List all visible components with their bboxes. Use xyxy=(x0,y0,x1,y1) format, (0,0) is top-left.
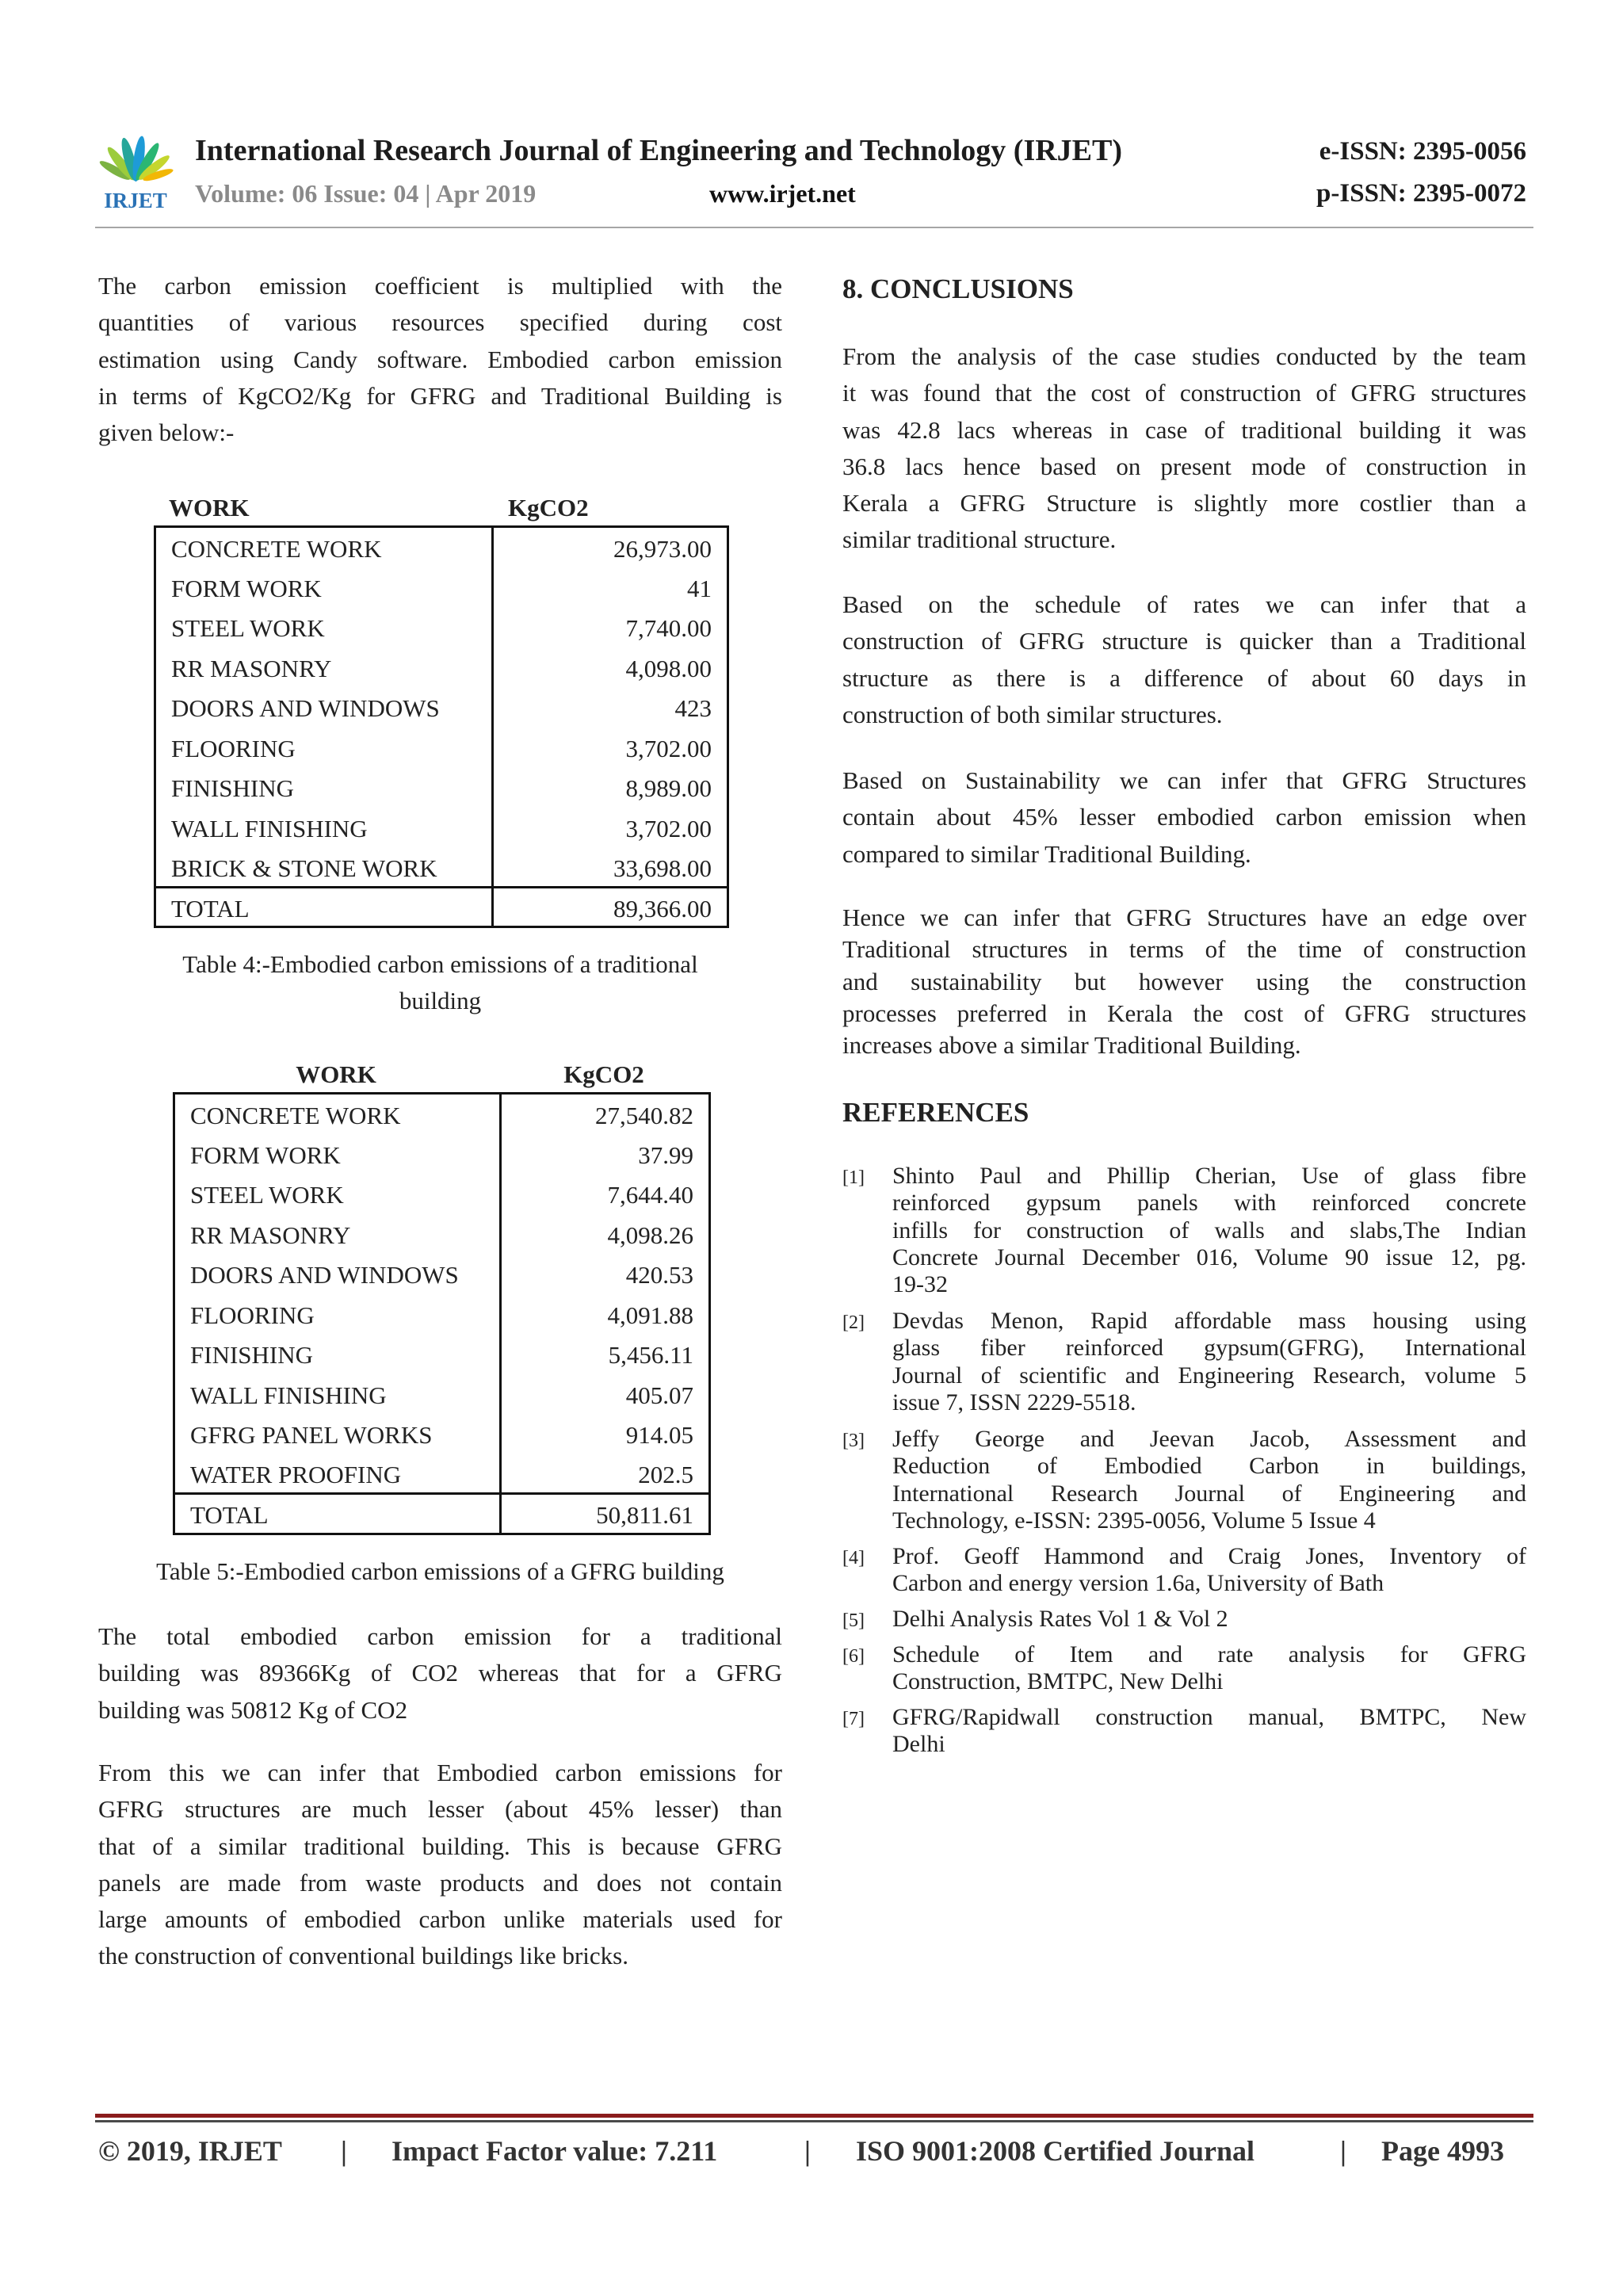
total-emission-paragraph xyxy=(98,1618,782,1729)
footer-rule-dark xyxy=(95,2120,1533,2122)
reference-text xyxy=(892,1308,1526,1416)
footer-rule-red xyxy=(95,2114,1533,2118)
paragraph-line: in terms of KgCO2/Kg for GFRG and Traditional Building is xyxy=(98,381,782,410)
reference-line: Delhi xyxy=(892,1731,945,1758)
column-header-kgco2: KgCO2 xyxy=(508,494,589,521)
paragraph-line: contain about 45% lesser embodied carbon emission when xyxy=(842,803,1526,831)
table-row xyxy=(155,847,728,888)
paragraph-line: processes preferred in Kerala the cost of GFRG structures xyxy=(842,999,1526,1027)
reference-item xyxy=(842,1426,1526,1534)
work-cell: BRICK & STONE WORK xyxy=(155,847,493,888)
paragraph-line: it was found that the cost of construction of GFRG structures xyxy=(842,379,1526,407)
reference-line: issue 7, ISSN 2229-5518. xyxy=(892,1389,1136,1415)
paragraph-line: The total embodied carbon emission for a traditional xyxy=(98,1622,782,1650)
table-4 xyxy=(154,525,729,928)
reference-line: glass fiber reinforced gypsum(GFRG), International xyxy=(892,1335,1526,1362)
paragraph-line: large amounts of embodied carbon unlike materials used for xyxy=(98,1905,782,1934)
paragraph-line: and sustainability but however using the construction xyxy=(842,967,1526,995)
table-row xyxy=(155,727,728,767)
paragraph-line: 36.8 lacs hence based on present mode of construction in xyxy=(842,452,1526,480)
reference-number: [7] xyxy=(842,1709,865,1729)
work-cell: DOORS AND WINDOWS xyxy=(155,687,493,728)
table-row xyxy=(174,1454,710,1494)
reference-number: [4] xyxy=(842,1548,865,1568)
footer-copyright: © 2019, IRJET xyxy=(98,2135,282,2167)
paragraph-line: panels are made from waste products and does not contain xyxy=(98,1868,782,1897)
work-cell: FLOORING xyxy=(174,1293,501,1334)
reference-item xyxy=(842,1704,1526,1759)
logo-leaves xyxy=(97,136,174,183)
conclusions-heading: 8. CONCLUSIONS xyxy=(842,273,1074,304)
paragraph-line: similar traditional structure. xyxy=(842,525,1117,554)
conclusion-paragraph-3 xyxy=(842,762,1526,873)
footer-separator: | xyxy=(804,2135,811,2167)
reference-line: Jeffy George and Jeevan Jacob, Assessment and xyxy=(892,1426,1526,1452)
paragraph-line: Hence we can infer that GFRG Structures have an edge over xyxy=(842,904,1526,931)
reference-line: Schedule of Item and rate analysis for GFRG xyxy=(892,1641,1526,1668)
website: www.irjet.net xyxy=(709,179,856,208)
logo-wordmark: IRJET xyxy=(104,189,167,212)
kgco2-cell: 405.07 xyxy=(625,1381,693,1409)
paragraph-line: GFRG structures are much lesser (about 45% lesser) than xyxy=(98,1795,782,1824)
paragraph-line: given below:- xyxy=(98,418,235,447)
paragraph-line: quantities of various resources specified during cost xyxy=(98,308,782,337)
work-cell: RR MASONRY xyxy=(174,1213,501,1254)
reference-line: infills for construction of walls and slabs,The Indian xyxy=(892,1217,1526,1244)
reference-line: Devdas Menon, Rapid affordable mass housing using xyxy=(892,1308,1526,1334)
kgco2-cell: 420.53 xyxy=(625,1261,693,1289)
kgco2-cell: 4,091.88 xyxy=(607,1301,693,1329)
header-rule xyxy=(95,227,1533,228)
table-row xyxy=(174,1293,710,1334)
reference-line: Construction, BMTPC, New Delhi xyxy=(892,1668,1224,1695)
reference-text xyxy=(892,1163,1526,1298)
reference-number: [6] xyxy=(842,1646,865,1667)
kgco2-cell: 4,098.26 xyxy=(607,1221,693,1249)
total-row xyxy=(174,1494,710,1534)
reference-item xyxy=(842,1606,1526,1633)
reference-line: 19-32 xyxy=(892,1271,948,1298)
kgco2-cell: 914.05 xyxy=(625,1421,693,1450)
reference-number: [1] xyxy=(842,1167,865,1188)
e-issn: e-ISSN: 2395-0056 xyxy=(1319,137,1526,166)
paragraph-line: construction of GFRG structure is quicker than a Traditional xyxy=(842,627,1526,655)
work-cell: FINISHING xyxy=(174,1334,501,1374)
paragraph-line: The carbon emission coefficient is multiplied with the xyxy=(98,272,782,300)
reference-number: [5] xyxy=(842,1610,865,1631)
table-row xyxy=(155,567,728,607)
paragraph-line: From the analysis of the case studies conducted by the team xyxy=(842,342,1526,370)
work-cell: STEEL WORK xyxy=(174,1174,501,1214)
kgco2-cell: 27,540.82 xyxy=(595,1102,693,1129)
kgco2-cell: 3,702.00 xyxy=(625,734,712,762)
paragraph-line: increases above a similar Traditional Building. xyxy=(842,1031,1301,1060)
table-5 xyxy=(173,1092,711,1535)
reference-item xyxy=(842,1543,1526,1598)
reference-text xyxy=(892,1641,1526,1696)
table-5-header xyxy=(173,1057,708,1092)
kgco2-cell: 50,811.61 xyxy=(501,1494,710,1534)
column-header-work: WORK xyxy=(169,494,250,521)
paragraph-line: Kerala a GFRG Structure is slightly more costlier than a xyxy=(842,489,1526,518)
kgco2-cell: 423 xyxy=(674,694,712,723)
reference-item xyxy=(842,1641,1526,1696)
table-row xyxy=(155,527,728,567)
conclusion-paragraph-2 xyxy=(842,586,1526,733)
table-4-caption xyxy=(98,946,782,1019)
kgco2-cell: 33,698.00 xyxy=(613,854,712,882)
footer-separator: | xyxy=(341,2135,347,2167)
table-5-caption xyxy=(98,1553,782,1590)
reference-line: International Research Journal of Engineering and xyxy=(892,1480,1526,1507)
column-header-work: WORK xyxy=(296,1060,376,1088)
kgco2-cell: 41 xyxy=(687,574,712,602)
table-row xyxy=(155,807,728,847)
irjet-logo xyxy=(95,117,176,212)
kgco2-cell: 7,740.00 xyxy=(625,614,712,643)
kgco2-cell: 26,973.00 xyxy=(613,535,712,563)
table-row xyxy=(174,1213,710,1254)
volume-issue: Volume: 06 Issue: 04 | Apr 2019 xyxy=(195,179,537,208)
table-row xyxy=(155,687,728,728)
paragraph-line: construction of both similar structures. xyxy=(842,700,1223,728)
work-cell: CONCRETE WORK xyxy=(174,1094,501,1134)
work-cell: FINISHING xyxy=(155,767,493,808)
reference-line: Journal of scientific and Engineering Research, volume 5 xyxy=(892,1362,1526,1389)
table-4-header xyxy=(154,491,727,525)
table-row xyxy=(174,1334,710,1374)
kgco2-cell: 7,644.40 xyxy=(607,1181,693,1209)
table-row xyxy=(155,607,728,648)
paragraph-line: Based on Sustainability we can infer that GFRG Structures xyxy=(842,766,1526,794)
paragraph-line: Traditional structures in terms of the time of construction xyxy=(842,935,1526,964)
footer-certification: ISO 9001:2008 Certified Journal xyxy=(856,2135,1254,2167)
p-issn: p-ISSN: 2395-0072 xyxy=(1316,179,1526,208)
paragraph-line: Based on the schedule of rates we can infer that a xyxy=(842,590,1526,618)
reference-line: Reduction of Embodied Carbon in buildings, xyxy=(892,1453,1526,1480)
reference-line: Technology, e-ISSN: 2395-0056, Volume 5 Issue 4 xyxy=(892,1507,1376,1534)
intro-paragraph xyxy=(98,268,782,451)
kgco2-cell: 5,456.11 xyxy=(608,1341,693,1370)
work-cell: RR MASONRY xyxy=(155,647,493,687)
reference-line: Carbon and energy version 1.6a, University of Bath xyxy=(892,1570,1384,1597)
work-cell: TOTAL xyxy=(174,1494,501,1534)
paragraph-line: building was 89366Kg of CO2 whereas that for a GFRG xyxy=(98,1659,782,1687)
caption-line: Table 4:-Embodied carbon emissions of a traditional xyxy=(182,950,698,978)
footer-impact-factor: Impact Factor value: 7.211 xyxy=(391,2135,718,2167)
reference-number: [2] xyxy=(842,1312,865,1333)
journal-title: International Research Journal of Engineering and Technology (IRJET) xyxy=(195,134,1123,167)
kgco2-cell: 4,098.00 xyxy=(625,654,712,682)
paragraph-line: compared to similar Traditional Building. xyxy=(842,839,1251,868)
paragraph-line: structure as there is a difference of about 60 days in xyxy=(842,663,1526,692)
reference-line: Shinto Paul and Phillip Cherian, Use of glass fibre xyxy=(892,1163,1526,1189)
reference-line: Concrete Journal December 016, Volume 90 issue 12, pg. xyxy=(892,1244,1526,1270)
table-row xyxy=(174,1094,710,1134)
paragraph-line: was 42.8 lacs whereas in case of traditional building it was xyxy=(842,415,1526,444)
work-cell: GFRG PANEL WORKS xyxy=(174,1414,501,1454)
work-cell: STEEL WORK xyxy=(155,607,493,648)
caption-line: building xyxy=(399,987,482,1014)
reference-line: GFRG/Rapidwall construction manual, BMTPC, New xyxy=(892,1704,1526,1730)
work-cell: FORM WORK xyxy=(174,1133,501,1174)
footer-page-number: Page 4993 xyxy=(1381,2135,1504,2167)
table-row xyxy=(174,1373,710,1414)
reference-number: [3] xyxy=(842,1431,865,1451)
work-cell: WALL FINISHING xyxy=(155,807,493,847)
reference-item xyxy=(842,1308,1526,1416)
references-heading: REFERENCES xyxy=(842,1097,1029,1128)
total-row xyxy=(155,887,728,927)
reference-text xyxy=(892,1704,1526,1759)
reference-text xyxy=(892,1606,1526,1633)
reference-item xyxy=(842,1163,1526,1298)
paragraph-line: estimation using Candy software. Embodied carbon emission xyxy=(98,345,782,373)
table-row xyxy=(174,1133,710,1174)
work-cell: FLOORING xyxy=(155,727,493,767)
paragraph-line: From this we can infer that Embodied carbon emissions for xyxy=(98,1759,782,1786)
work-cell: FORM WORK xyxy=(155,567,493,607)
reference-text xyxy=(892,1426,1526,1534)
conclusion-paragraph-4 xyxy=(842,902,1526,1061)
footer-separator: | xyxy=(1340,2135,1346,2167)
conclusion-paragraph-1 xyxy=(842,338,1526,559)
work-cell: WALL FINISHING xyxy=(174,1373,501,1414)
table-row xyxy=(174,1174,710,1214)
reference-line: reinforced gypsum panels with reinforced concrete xyxy=(892,1190,1526,1217)
work-cell: CONCRETE WORK xyxy=(155,527,493,567)
table-row xyxy=(174,1414,710,1454)
kgco2-cell: 37.99 xyxy=(638,1140,693,1169)
paragraph-line: the construction of conventional buildings like bricks. xyxy=(98,1942,628,1970)
work-cell: WATER PROOFING xyxy=(174,1454,501,1494)
kgco2-cell: 3,702.00 xyxy=(625,814,712,842)
column-header-kgco2: KgCO2 xyxy=(563,1060,644,1088)
paragraph-line: that of a similar traditional building. This is because GFRG xyxy=(98,1832,782,1860)
kgco2-cell: 8,989.00 xyxy=(625,774,712,803)
reference-line: Prof. Geoff Hammond and Craig Jones, Inventory of xyxy=(892,1543,1526,1569)
caption-line: Table 5:-Embodied carbon emissions of a GFRG building xyxy=(156,1557,724,1585)
reference-text xyxy=(892,1543,1526,1598)
kgco2-cell: 89,366.00 xyxy=(493,887,728,927)
reference-line: Delhi Analysis Rates Vol 1 & Vol 2 xyxy=(892,1606,1228,1632)
table-row xyxy=(155,767,728,808)
table-row xyxy=(174,1254,710,1294)
table-row xyxy=(155,647,728,687)
work-cell: DOORS AND WINDOWS xyxy=(174,1254,501,1294)
inference-paragraph xyxy=(98,1755,782,1975)
paragraph-line: building was 50812 Kg of CO2 xyxy=(98,1695,408,1724)
work-cell: TOTAL xyxy=(155,887,493,927)
kgco2-cell: 202.5 xyxy=(638,1461,693,1488)
